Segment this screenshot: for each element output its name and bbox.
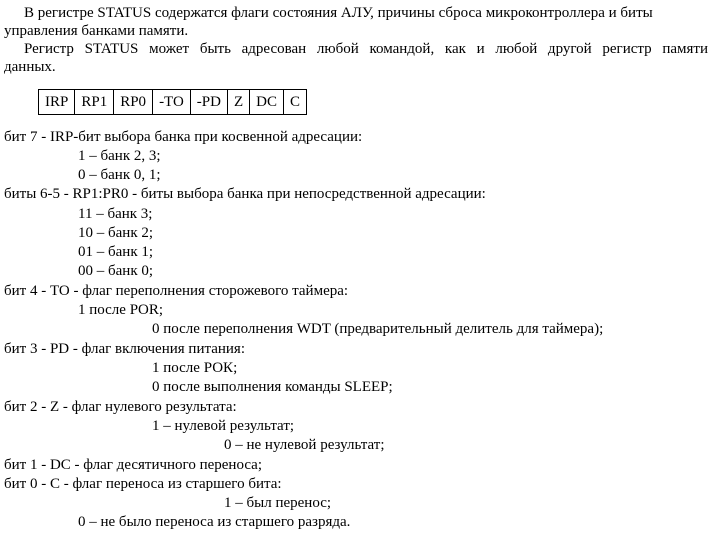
bit-cell-rp1: RP1 [75, 90, 114, 115]
bit65-value-01: 01 – банк 1; [78, 244, 154, 260]
bit65-value-11: 11 – банк 3; [78, 206, 153, 222]
bit4-heading: бит 4 - ТО - флаг переполнения сторожевого таймера: [4, 283, 349, 299]
intro-line-1: В регистре STATUS содержатся флаги состояния АЛУ, причины сброса микроконтроллера и биты [24, 5, 653, 21]
bit-cell-pd: -PD [190, 90, 227, 115]
bit2-heading: бит 2 - Z - флаг нулевого результата: [4, 399, 237, 415]
bit2-value-0: 0 – не нулевой результат; [224, 437, 385, 453]
bit-cell-c: C [283, 90, 306, 115]
intro-line-2: управления банками памяти. [4, 23, 189, 39]
bit-cell-dc: DC [250, 90, 284, 115]
bit-cell-irp: IRP [39, 90, 75, 115]
intro-line-3: Регистр STATUS может быть адресован любой командой, как и любой другой регистр памяти [24, 41, 708, 57]
bit4-value-1: 1 после POR; [78, 302, 164, 318]
register-bits-row [39, 90, 307, 115]
bit7-value-0: 0 – банк 0, 1; [78, 167, 161, 183]
bit7-value-1: 1 – банк 2, 3; [78, 148, 161, 164]
bit0-heading: бит 0 - С - флаг переноса из старшего бита: [4, 476, 282, 492]
intro-line-4: данных. [4, 59, 56, 75]
bit3-heading: бит 3 - PD - флаг включения питания: [4, 341, 245, 357]
bit1-heading: бит 1 - DC - флаг десятичного переноса; [4, 457, 262, 473]
bit4-value-0: 0 после переполнения WDT (предварительный делитель для таймера); [152, 321, 604, 337]
bit0-value-1: 1 – был перенос; [224, 495, 332, 511]
bit65-value-10: 10 – банк 2; [78, 225, 154, 241]
bit-cell-rp0: RP0 [114, 90, 153, 115]
bit65-heading: биты 6-5 - RP1:PR0 - биты выбора банка при непосредственной адресации: [4, 186, 486, 202]
status-register-table [38, 89, 307, 115]
bit-cell-to: -TO [153, 90, 191, 115]
bit3-value-1: 1 после РОК; [152, 360, 238, 376]
bit65-value-00: 00 – банк 0; [78, 263, 154, 279]
bit7-heading: бит 7 - IRP-бит выбора банка при косвенной адресации: [4, 129, 363, 145]
bit2-value-1: 1 – нулевой результат; [152, 418, 295, 434]
bit-cell-z: Z [227, 90, 249, 115]
bit3-value-0: 0 после выполнения команды SLEEP; [152, 379, 393, 395]
bit0-value-0: 0 – не было переноса из старшего разряда. [78, 514, 351, 530]
